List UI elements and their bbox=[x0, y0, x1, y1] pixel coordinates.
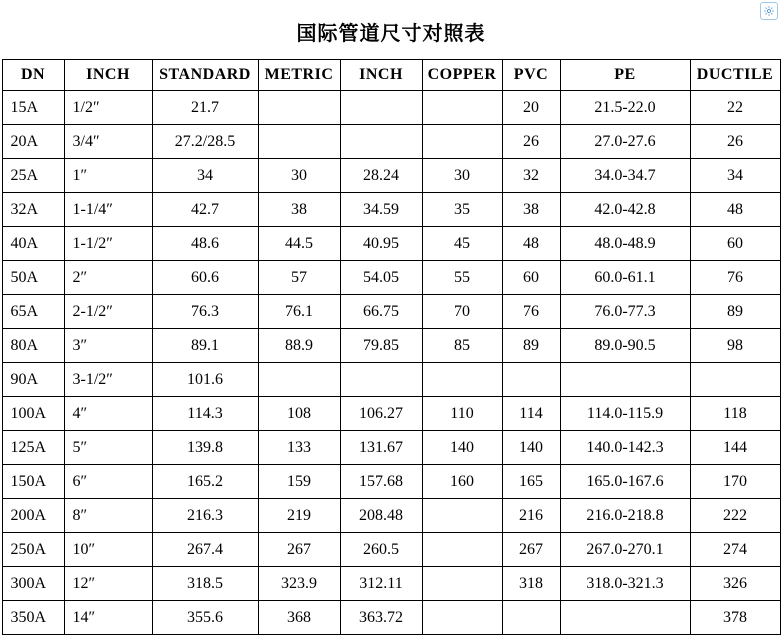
table-cell: 32 bbox=[502, 159, 560, 193]
table-row bbox=[2, 601, 780, 635]
table-cell: 34 bbox=[152, 159, 258, 193]
table-cell: 34 bbox=[690, 159, 780, 193]
table-cell: 131.67 bbox=[340, 431, 422, 465]
table-cell: 20 bbox=[502, 91, 560, 125]
column-header-pe: PE bbox=[560, 60, 690, 91]
table-cell: 368 bbox=[258, 601, 340, 635]
table-cell: 89 bbox=[502, 329, 560, 363]
table-cell bbox=[258, 125, 340, 159]
table-cell: 1/2″ bbox=[64, 91, 152, 125]
table-row bbox=[2, 363, 780, 397]
table-cell: 98 bbox=[690, 329, 780, 363]
table-cell: 34.59 bbox=[340, 193, 422, 227]
table-cell: 42.0-42.8 bbox=[560, 193, 690, 227]
table-cell: 170 bbox=[690, 465, 780, 499]
table-cell: 3/4″ bbox=[64, 125, 152, 159]
table-cell bbox=[422, 601, 502, 635]
table-cell bbox=[502, 601, 560, 635]
table-cell: 5″ bbox=[64, 431, 152, 465]
table-row bbox=[2, 397, 780, 431]
table-cell: 267 bbox=[258, 533, 340, 567]
table-cell: 4″ bbox=[64, 397, 152, 431]
table-cell: 219 bbox=[258, 499, 340, 533]
table-cell: 10″ bbox=[64, 533, 152, 567]
table-cell: 85 bbox=[422, 329, 502, 363]
table-cell: 165.2 bbox=[152, 465, 258, 499]
table-cell: 65A bbox=[2, 295, 64, 329]
table-cell: 35 bbox=[422, 193, 502, 227]
table-cell: 60 bbox=[502, 261, 560, 295]
table-cell: 48.0-48.9 bbox=[560, 227, 690, 261]
table-cell: 50A bbox=[2, 261, 64, 295]
table-cell: 48 bbox=[502, 227, 560, 261]
table-cell: 208.48 bbox=[340, 499, 422, 533]
table-cell bbox=[258, 363, 340, 397]
table-cell: 15A bbox=[2, 91, 64, 125]
table-cell: 89.0-90.5 bbox=[560, 329, 690, 363]
table-cell: 88.9 bbox=[258, 329, 340, 363]
table-cell: 54.05 bbox=[340, 261, 422, 295]
table-cell: 1-1/4″ bbox=[64, 193, 152, 227]
column-header-metric: METRIC bbox=[258, 60, 340, 91]
table-cell: 42.7 bbox=[152, 193, 258, 227]
table-cell: 318.5 bbox=[152, 567, 258, 601]
table-cell: 80A bbox=[2, 329, 64, 363]
table-cell bbox=[422, 499, 502, 533]
table-cell: 274 bbox=[690, 533, 780, 567]
table-cell: 222 bbox=[690, 499, 780, 533]
table-cell: 326 bbox=[690, 567, 780, 601]
table-cell: 114.3 bbox=[152, 397, 258, 431]
table-cell: 216 bbox=[502, 499, 560, 533]
table-cell bbox=[502, 363, 560, 397]
table-cell: 101.6 bbox=[152, 363, 258, 397]
table-cell: 267.0-270.1 bbox=[560, 533, 690, 567]
table-cell: 250A bbox=[2, 533, 64, 567]
table-cell: 355.6 bbox=[152, 601, 258, 635]
table-cell: 48 bbox=[690, 193, 780, 227]
table-cell bbox=[340, 91, 422, 125]
table-cell: 55 bbox=[422, 261, 502, 295]
table-cell: 216.3 bbox=[152, 499, 258, 533]
table-cell: 22 bbox=[690, 91, 780, 125]
table-cell: 140.0-142.3 bbox=[560, 431, 690, 465]
table-header bbox=[2, 60, 780, 91]
table-cell: 165 bbox=[502, 465, 560, 499]
column-header-pvc: PVC bbox=[502, 60, 560, 91]
table-row bbox=[2, 295, 780, 329]
table-cell: 30 bbox=[422, 159, 502, 193]
table-row bbox=[2, 125, 780, 159]
table-cell: 27.0-27.6 bbox=[560, 125, 690, 159]
table-row bbox=[2, 499, 780, 533]
table-cell: 76.0-77.3 bbox=[560, 295, 690, 329]
table-cell: 48.6 bbox=[152, 227, 258, 261]
table-cell: 34.0-34.7 bbox=[560, 159, 690, 193]
table-cell: 350A bbox=[2, 601, 64, 635]
table-row bbox=[2, 465, 780, 499]
table-cell: 21.7 bbox=[152, 91, 258, 125]
table-cell: 90A bbox=[2, 363, 64, 397]
table-cell: 60.0-61.1 bbox=[560, 261, 690, 295]
table-cell: 26 bbox=[502, 125, 560, 159]
table-cell: 139.8 bbox=[152, 431, 258, 465]
table-row bbox=[2, 91, 780, 125]
table-row bbox=[2, 431, 780, 465]
table-cell: 267.4 bbox=[152, 533, 258, 567]
table-cell: 106.27 bbox=[340, 397, 422, 431]
table-cell: 32A bbox=[2, 193, 64, 227]
table-cell: 3″ bbox=[64, 329, 152, 363]
table-row bbox=[2, 567, 780, 601]
table-cell: 110 bbox=[422, 397, 502, 431]
table-cell: 140 bbox=[502, 431, 560, 465]
table-cell: 21.5-22.0 bbox=[560, 91, 690, 125]
table-cell: 70 bbox=[422, 295, 502, 329]
table-cell: 114.0-115.9 bbox=[560, 397, 690, 431]
table-cell: 200A bbox=[2, 499, 64, 533]
table-cell bbox=[560, 363, 690, 397]
table-cell: 79.85 bbox=[340, 329, 422, 363]
table-cell: 76 bbox=[690, 261, 780, 295]
table-cell: 44.5 bbox=[258, 227, 340, 261]
table-cell bbox=[422, 567, 502, 601]
table-row bbox=[2, 159, 780, 193]
table-cell bbox=[340, 363, 422, 397]
table-cell: 28.24 bbox=[340, 159, 422, 193]
table-cell: 118 bbox=[690, 397, 780, 431]
table-row bbox=[2, 261, 780, 295]
table-row bbox=[2, 193, 780, 227]
table-cell: 40A bbox=[2, 227, 64, 261]
table-cell: 3-1/2″ bbox=[64, 363, 152, 397]
table-cell: 318 bbox=[502, 567, 560, 601]
table-cell bbox=[560, 601, 690, 635]
column-header-copper: COPPER bbox=[422, 60, 502, 91]
table-cell bbox=[422, 533, 502, 567]
table-cell: 165.0-167.6 bbox=[560, 465, 690, 499]
table-cell: 363.72 bbox=[340, 601, 422, 635]
table-cell bbox=[258, 91, 340, 125]
gear-icon[interactable] bbox=[760, 2, 778, 20]
table-cell: 40.95 bbox=[340, 227, 422, 261]
table-row bbox=[2, 329, 780, 363]
table-cell bbox=[340, 125, 422, 159]
column-header-dn: DN bbox=[2, 60, 64, 91]
table-cell: 267 bbox=[502, 533, 560, 567]
table-cell: 378 bbox=[690, 601, 780, 635]
table-cell bbox=[422, 125, 502, 159]
table-row bbox=[2, 533, 780, 567]
table-cell: 160 bbox=[422, 465, 502, 499]
table-cell: 323.9 bbox=[258, 567, 340, 601]
table-cell: 26 bbox=[690, 125, 780, 159]
table-cell: 60.6 bbox=[152, 261, 258, 295]
table-cell: 38 bbox=[502, 193, 560, 227]
table-cell: 76.3 bbox=[152, 295, 258, 329]
column-header-inch-nominal: INCH bbox=[64, 60, 152, 91]
table-cell: 1-1/2″ bbox=[64, 227, 152, 261]
table-cell: 2-1/2″ bbox=[64, 295, 152, 329]
table-cell: 76.1 bbox=[258, 295, 340, 329]
table-cell: 89 bbox=[690, 295, 780, 329]
column-header-standard: STANDARD bbox=[152, 60, 258, 91]
table-cell: 150A bbox=[2, 465, 64, 499]
table-cell: 45 bbox=[422, 227, 502, 261]
table-cell: 27.2/28.5 bbox=[152, 125, 258, 159]
table-cell bbox=[690, 363, 780, 397]
table-cell: 300A bbox=[2, 567, 64, 601]
table-cell: 76 bbox=[502, 295, 560, 329]
table-cell: 312.11 bbox=[340, 567, 422, 601]
table-cell: 38 bbox=[258, 193, 340, 227]
column-header-ductile: DUCTILE bbox=[690, 60, 780, 91]
table-cell: 159 bbox=[258, 465, 340, 499]
table-cell: 260.5 bbox=[340, 533, 422, 567]
table-cell: 100A bbox=[2, 397, 64, 431]
table-cell: 2″ bbox=[64, 261, 152, 295]
table-cell: 6″ bbox=[64, 465, 152, 499]
table-cell: 66.75 bbox=[340, 295, 422, 329]
table-cell: 318.0-321.3 bbox=[560, 567, 690, 601]
table-cell: 125A bbox=[2, 431, 64, 465]
table-body bbox=[2, 91, 780, 635]
table-cell: 12″ bbox=[64, 567, 152, 601]
table-cell: 25A bbox=[2, 159, 64, 193]
table-cell bbox=[422, 363, 502, 397]
table-cell: 20A bbox=[2, 125, 64, 159]
table-cell: 144 bbox=[690, 431, 780, 465]
table-cell bbox=[422, 91, 502, 125]
table-cell: 108 bbox=[258, 397, 340, 431]
table-cell: 140 bbox=[422, 431, 502, 465]
table-cell: 60 bbox=[690, 227, 780, 261]
table-cell: 8″ bbox=[64, 499, 152, 533]
table-cell: 157.68 bbox=[340, 465, 422, 499]
table-header-row bbox=[2, 60, 780, 91]
table-cell: 89.1 bbox=[152, 329, 258, 363]
table-row bbox=[2, 227, 780, 261]
table-cell: 57 bbox=[258, 261, 340, 295]
page-title: 国际管道尺寸对照表 bbox=[296, 21, 486, 45]
table-cell: 114 bbox=[502, 397, 560, 431]
table-cell: 133 bbox=[258, 431, 340, 465]
table-cell: 216.0-218.8 bbox=[560, 499, 690, 533]
table-cell: 14″ bbox=[64, 601, 152, 635]
column-header-inch: INCH bbox=[340, 60, 422, 91]
pipe-size-table bbox=[2, 59, 781, 635]
table-cell: 1″ bbox=[64, 159, 152, 193]
table-cell: 30 bbox=[258, 159, 340, 193]
